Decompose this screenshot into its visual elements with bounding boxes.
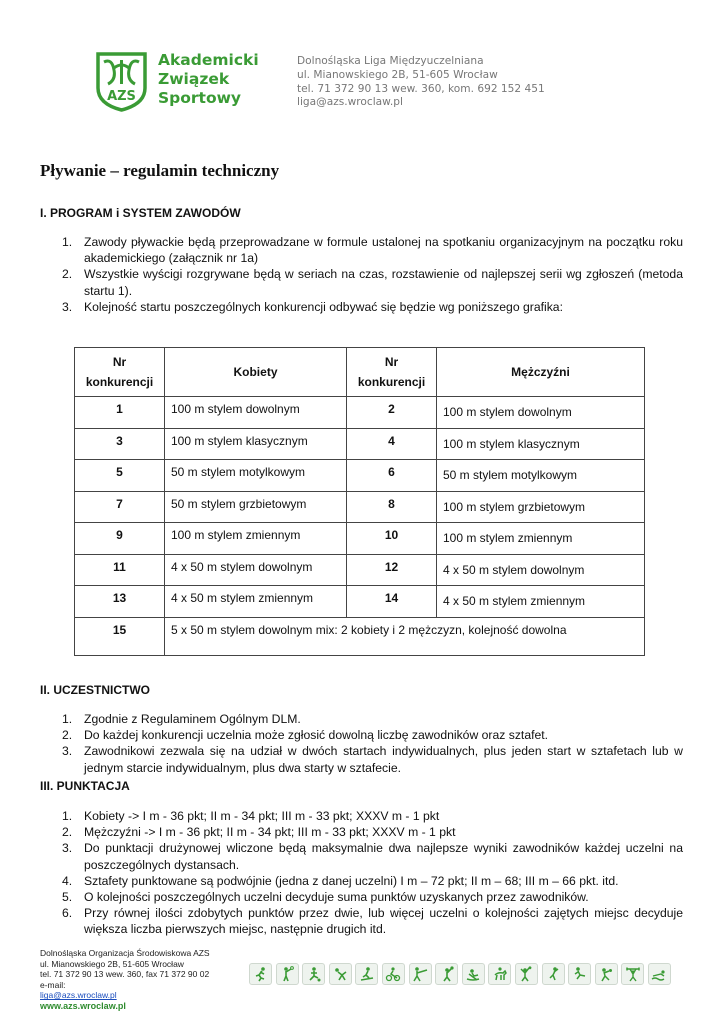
cyclist-icon xyxy=(382,963,405,985)
header-nr-women: Nr konkurencji xyxy=(75,348,165,397)
event-number: 1 xyxy=(75,397,165,429)
table-row xyxy=(75,523,645,555)
event-women: 50 m stylem grzbietowym xyxy=(165,491,347,523)
logo-line: Związek xyxy=(158,70,230,88)
event-women: 100 m stylem zmiennym xyxy=(165,523,347,555)
fencer-icon xyxy=(409,963,432,985)
event-number: 6 xyxy=(347,460,437,492)
swimmer-icon xyxy=(648,963,671,985)
section-heading-scoring: III. PUNKTACJA xyxy=(40,779,130,793)
climber-icon xyxy=(542,963,565,985)
org-email: liga@azs.wroclaw.pl xyxy=(297,96,403,109)
footer-address: ul. Mianowskiego 2B, 51-605 Wrocław xyxy=(40,958,184,969)
program-list xyxy=(40,234,683,315)
event-number: 14 xyxy=(347,586,437,618)
azs-emblem-icon xyxy=(94,50,149,112)
skier-icon xyxy=(355,963,378,985)
participation-list xyxy=(40,711,683,776)
table-row xyxy=(75,428,645,460)
event-schedule-table xyxy=(74,347,645,656)
scoring-list xyxy=(40,808,683,938)
event-number: 13 xyxy=(75,586,165,618)
header-women: Kobiety xyxy=(165,348,347,397)
section-heading-program: I. PROGRAM i SYSTEM ZAWODÓW xyxy=(40,206,241,220)
list-item: 1. Zawody pływackie będą przeprowadzane w formule ustalonej na spotkaniu organizacyjnym na początku roku akademickiego (załącznik nr 1a) xyxy=(62,235,683,266)
org-name: Dolnośląska Liga Międzyuczelniana xyxy=(297,55,484,67)
event-number: 8 xyxy=(347,491,437,523)
event-number: 4 xyxy=(347,428,437,460)
table-header-row xyxy=(75,348,645,397)
event-women: 4 x 50 m stylem zmiennym xyxy=(165,586,347,618)
skater-icon xyxy=(568,963,591,985)
event-men: 100 m stylem dowolnym xyxy=(437,397,645,429)
list-item: 2. Do każdej konkurencji uczelnia może zgłosić dowolną liczbę zawodników oraz sztafet. xyxy=(62,728,549,743)
event-women: 100 m stylem dowolnym xyxy=(165,397,347,429)
event-men: 100 m stylem zmiennym xyxy=(437,523,645,555)
event-number: 5 xyxy=(75,460,165,492)
weightlifter-icon xyxy=(621,963,644,985)
logo-wordmark xyxy=(158,51,259,108)
footer-org: Dolnośląska Organizacja Środowiskowa AZS xyxy=(40,948,210,958)
event-number: 7 xyxy=(75,491,165,523)
gymnast-icon xyxy=(329,963,352,985)
azs-logo xyxy=(94,48,259,116)
list-item: 6. Przy równej ilości zdobytych punktów przez dwie, lub więcej uczelni o kolejności zajętych miejsc decyduje większa liczba pierwszych miejsc, następnie drugich itd. xyxy=(62,906,683,937)
footer-phone: tel. 71 372 90 13 wew. 360, fax 71 372 90 02 xyxy=(40,969,210,980)
section-heading-participation: II. UCZESTNICTWO xyxy=(40,683,150,697)
event-number: 12 xyxy=(347,554,437,586)
list-item: 4. Sztafety punktowane są podwójnie (jedna z danej uczelni) I m – 72 pkt; II m – 68; III m – 66 pkt. itd. xyxy=(62,873,619,888)
page-title: Pływanie – regulamin techniczny xyxy=(40,161,280,180)
emblem-letters: AZS xyxy=(107,89,136,104)
runner-icon xyxy=(249,963,272,985)
basketball-icon xyxy=(435,963,458,985)
event-women: 100 m stylem klasycznym xyxy=(165,428,347,460)
list-item: 2. Mężczyźni -> I m - 36 pkt; II m - 34 pkt; III m - 33 pkt; XXXV m - 1 pkt xyxy=(62,825,456,840)
table-row-mixed-relay xyxy=(75,617,645,655)
event-number: 9 xyxy=(75,523,165,555)
event-number: 3 xyxy=(75,428,165,460)
volleyball-icon xyxy=(515,963,538,985)
org-address: ul. Mianowskiego 2B, 51-605 Wrocław xyxy=(297,68,498,81)
org-phone: tel. 71 372 90 13 wew. 360, kom. 692 152 451 xyxy=(297,82,545,95)
event-men: 100 m stylem grzbietowym xyxy=(437,491,645,523)
table-row xyxy=(75,491,645,523)
list-item: 1. Kobiety -> I m - 36 pkt; II m - 34 pkt; III m - 33 pkt; XXXV m - 1 pkt xyxy=(62,809,440,823)
table-row xyxy=(75,460,645,492)
footer-website-link[interactable]: www.azs.wroclaw.pl xyxy=(40,1000,126,1011)
event-men: 50 m stylem motylkowym xyxy=(437,460,645,492)
tennis-icon xyxy=(276,963,299,985)
table-row xyxy=(75,554,645,586)
event-number: 10 xyxy=(347,523,437,555)
handball-icon xyxy=(595,963,618,985)
logo-line: Akademicki xyxy=(158,51,259,69)
equestrian-icon xyxy=(488,963,511,985)
list-item: 1. Zgodnie z Regulaminem Ogólnym DLM. xyxy=(62,712,301,726)
football-icon xyxy=(302,963,325,985)
list-item: 3. Zawodnikowi zezwala się na udział w dwóch startach indywidualnych, plus jeden start w sztafetach lub w jednym starcie indywidualnym, plus dwa starty w sztafecie. xyxy=(62,744,683,775)
event-number: 15 xyxy=(75,617,165,655)
list-item: 5. O kolejności poszczególnych uczelni decyduje suma punktów uzyskanych przez zawodników. xyxy=(62,890,589,905)
event-women: 50 m stylem motylkowym xyxy=(165,460,347,492)
list-item: 2. Wszystkie wyścigi rozgrywane będą w seriach na czas, rozstawienie od najlepszej serii wg zgłoszeń (metoda startu 1). xyxy=(62,267,683,298)
list-item: 3. Kolejność startu poszczególnych konkurencji odbywać się będzie wg poniższego grafika: xyxy=(62,299,563,314)
rower-icon xyxy=(462,963,485,985)
event-men: 100 m stylem klasycznym xyxy=(437,428,645,460)
event-men: 4 x 50 m stylem dowolnym xyxy=(437,554,645,586)
footer-email-line: e-mail: liga@azs.wroclaw.pl xyxy=(40,980,210,1001)
logo-line: Sportowy xyxy=(158,89,242,107)
org-contact-header xyxy=(297,55,545,110)
event-number: 2 xyxy=(347,397,437,429)
footer-contact xyxy=(40,948,210,1012)
list-item: 3. Do punktacji drużynowej wliczone będą maksymalnie dwa najlepsze wyniki zawodników każdej uczelni na poszczególnych dystansach. xyxy=(62,841,683,872)
table-row xyxy=(75,397,645,429)
header-men: Mężczyźni xyxy=(437,348,645,397)
event-men: 4 x 50 m stylem zmiennym xyxy=(437,586,645,618)
event-number: 11 xyxy=(75,554,165,586)
header-nr-men: Nr konkurencji xyxy=(347,348,437,397)
footer-email-link[interactable]: liga@azs.wroclaw.pl xyxy=(40,990,117,1001)
event-women: 4 x 50 m stylem dowolnym xyxy=(165,554,347,586)
event-mixed: 5 x 50 m stylem dowolnym mix: 2 kobiety i 2 mężczyzn, kolejność dowolna xyxy=(165,617,645,655)
table-row xyxy=(75,586,645,618)
sport-icons-strip xyxy=(249,963,684,985)
